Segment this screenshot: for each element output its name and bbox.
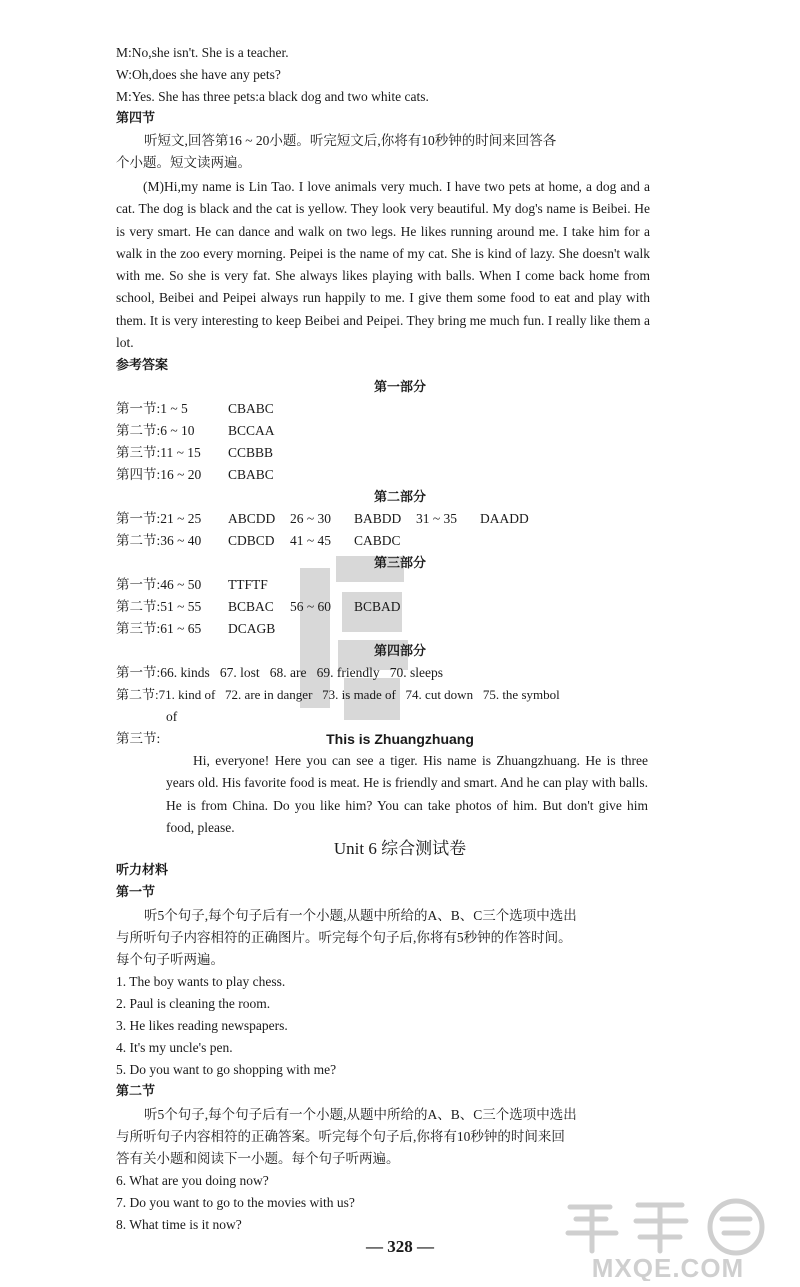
answer-value: CBABC	[228, 401, 274, 416]
unit-s2-instruction-3: 答有关小题和阅读下一小题。每个句子听两遍。	[116, 1151, 400, 1166]
part1-row-1	[116, 398, 274, 420]
answer-label: 第三节:61 ~ 65	[116, 621, 202, 636]
unit-s1-instruction-2: 与所听句子内容相符的正确图片。听完每个句子后,你将有5秒钟的作答时间。	[116, 930, 572, 945]
answer-label: 第二节:51 ~ 55	[116, 599, 202, 614]
unit-s1-instruction: 听5个句子,每个句子后有一个小题,从题中所给的A、B、C三个选项中选出	[144, 908, 577, 923]
list-item: 2. Paul is cleaning the room.	[116, 996, 271, 1011]
range-label: 31 ~ 35	[416, 511, 458, 526]
answer-value: TTFTF	[228, 577, 268, 592]
essay-body: Hi, everyone! Here you can see a tiger. His name is Zhuangzhuang. He is three years old. His favorite food is meat. He is friendly and smart. And he can play with balls. He is from China. Do you like him? You can take photos of him. But don't give him food, please.	[166, 753, 648, 835]
answer-value: ABCDD	[228, 511, 276, 526]
part3-row-1	[116, 574, 268, 596]
section4-heading: 第四节	[116, 111, 156, 126]
unit-s1-heading: 第一节	[116, 885, 156, 900]
unit-s1-instruction-3: 每个句子听两遍。	[116, 952, 224, 967]
unit-s2-instruction: 听5个句子,每个句子后有一个小题,从题中所给的A、B、C三个选项中选出	[144, 1107, 577, 1122]
section4-instruction-cont: 个小题。短文读两遍。	[116, 155, 251, 170]
dialog-line-2: W:Oh,does she have any pets?	[116, 67, 281, 82]
range-label: 41 ~ 45	[290, 533, 332, 548]
page-number: — 328 —	[366, 1237, 434, 1256]
answer-value: CBABC	[228, 467, 274, 482]
answer-value: BCBAD	[354, 599, 401, 614]
answer-value: DCAGB	[228, 621, 276, 636]
answer-value: BCBAC	[228, 599, 274, 614]
part1-title: 第一部分	[373, 380, 426, 395]
section4-instruction: 听短文,回答第16 ~ 20小题。听完短文后,你将有10秒钟的时间来回答各	[144, 133, 557, 148]
range-label: 56 ~ 60	[290, 599, 332, 614]
part3-row-2	[116, 596, 401, 618]
unit-s2-instruction-2: 与所听句子内容相符的正确答案。听完每个句子后,你将有10秒钟的时间来回	[116, 1129, 565, 1144]
part1-row-2	[116, 420, 275, 442]
watermark-logo-icon	[556, 1193, 786, 1281]
essay-title: This is Zhuangzhuang	[326, 731, 474, 747]
answer-label: 第一节:1 ~ 5	[116, 401, 188, 416]
list-item: 3. He likes reading newspapers.	[116, 1018, 288, 1033]
dialog-line-3: M:Yes. She has three pets:a black dog and two white cats.	[116, 89, 429, 104]
answer-label: 第一节:46 ~ 50	[116, 577, 202, 592]
answer-value: CCBBB	[228, 445, 274, 460]
section4-passage: (M)Hi,my name is Lin Tao. I love animals very much. I have two pets at home, a dog and a cat. The dog is black and the cat is yellow. They look very beautiful. My dog's name is Beibei. He is very smart. He can dance and walk on two legs. He likes running around me. I take him for a walk in the zoo every morning. Peipei is the name of my cat. She is kind of lazy. She doesn't walk with me. So she is very fat. She always likes playing with balls. When I come back home from school, Beibei and Peipei always run happily to me. I give them some food to eat and play with them. It is very interesting to keep Beibei and Peipei. They bring me much fun. I really like them a lot.	[116, 179, 650, 351]
answer-value: CABDC	[354, 533, 401, 548]
answer-label: 第一节:21 ~ 25	[116, 511, 202, 526]
part3-row-3	[116, 618, 275, 640]
list-item: 1. The boy wants to play chess.	[116, 974, 286, 989]
part2-row-1	[116, 508, 529, 530]
unit-s2-heading: 第二节	[116, 1084, 156, 1099]
answer-label: 第二节:6 ~ 10	[116, 423, 195, 438]
answer-value: CDBCD	[228, 533, 275, 548]
list-item: 5. Do you want to go shopping with me?	[116, 1062, 337, 1077]
part4-title: 第四部分	[373, 644, 426, 659]
materials-heading: 听力材料	[116, 863, 169, 878]
answer-value: DAADD	[480, 511, 529, 526]
dialog-line-1: M:No,she isn't. She is a teacher.	[116, 45, 289, 60]
list-item: 7. Do you want to go to the movies with us?	[116, 1195, 355, 1210]
part4-row-1: 第一节:66. kinds 67. lost 68. are 69. friendly 70. sleeps	[116, 665, 443, 680]
answer-label: 第四节:16 ~ 20	[116, 467, 202, 482]
list-item: 8. What time is it now?	[116, 1217, 242, 1232]
part1-row-4	[116, 464, 274, 486]
range-label: 26 ~ 30	[290, 511, 332, 526]
part4-row-2-cont: of	[166, 709, 178, 724]
answer-label: 第二节:36 ~ 40	[116, 533, 202, 548]
answers-heading: 参考答案	[116, 358, 169, 373]
list-item: 6. What are you doing now?	[116, 1173, 269, 1188]
unit-title: Unit 6 综合测试卷	[333, 839, 467, 858]
part4-row-2: 第二节:71. kind of 72. are in danger 73. is made of 74. cut down 75. the symbol	[116, 687, 560, 702]
part3-title: 第三部分	[373, 556, 426, 571]
part1-row-3	[116, 442, 273, 464]
answer-value: BCCAA	[228, 423, 275, 438]
answer-label: 第三节:11 ~ 15	[116, 445, 201, 460]
list-item: 4. It's my uncle's pen.	[116, 1040, 233, 1055]
part4-row-3-label: 第三节:	[116, 731, 161, 746]
svg-text:MXQE.COM: MXQE.COM	[591, 1253, 745, 1281]
answer-value: BABDD	[354, 511, 402, 526]
part2-title: 第二部分	[373, 490, 426, 505]
